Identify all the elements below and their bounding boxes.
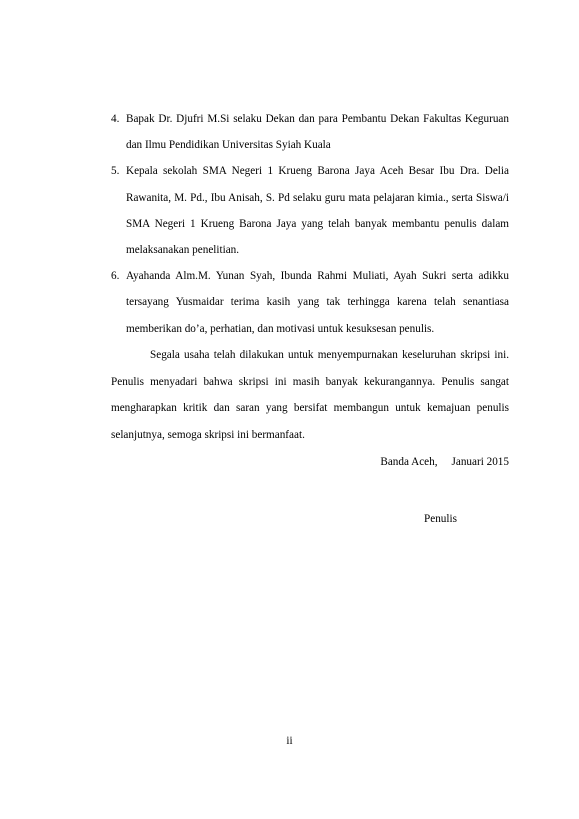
- list-item: [111, 106, 509, 158]
- signature-label: Penulis: [424, 513, 457, 525]
- list-item-text: Bapak Dr. Djufri M.Si selaku Dekan dan para Pembantu Dekan Fakultas Keguruan dan Ilmu Pendidikan Universitas Syiah Kuala: [126, 113, 509, 152]
- list-item-text: Kepala sekolah SMA Negeri 1 Krueng Barona Jaya Aceh Besar Ibu Dra. Delia Rawanita, M. Pd., Ibu Anisah, S. Pd selaku guru mata pelajaran kimia., serta Siswa/i SMA Negeri 1 Krueng Barona Jaya yang telah banyak membantu penulis dalam melaksanakan penelitian.: [126, 165, 509, 257]
- list-item: [111, 158, 509, 263]
- place-date: Banda Aceh, Januari 2015: [380, 456, 509, 468]
- list-item-text: Ayahanda Alm.M. Yunan Syah, Ibunda Rahmi Muliati, Ayah Sukri serta adikku tersayang Yusmaidar terima kasih yang tak terhingga karena telah senantiasa memberikan do’a, perhatian, dan motivasi untuk kesuksesan penulis.: [126, 270, 509, 335]
- acknowledgement-list: [111, 106, 509, 342]
- page-number: ii: [286, 735, 293, 747]
- list-item: [111, 263, 509, 342]
- list-item-number: 6.: [111, 270, 120, 283]
- closing-paragraph: Segala usaha telah dilakukan untuk menyempurnakan keseluruhan skripsi ini. Penulis menyadari bahwa skripsi ini masih banyak kekurangannya. Penulis sangat mengharapkan kritik dan saran yang bersifat membangun untuk kemajuan penulis selanjutnya, semoga skripsi ini bermanfaat.: [111, 349, 509, 441]
- list-item-number: 4.: [111, 113, 120, 125]
- list-item-number: 5.: [111, 165, 120, 178]
